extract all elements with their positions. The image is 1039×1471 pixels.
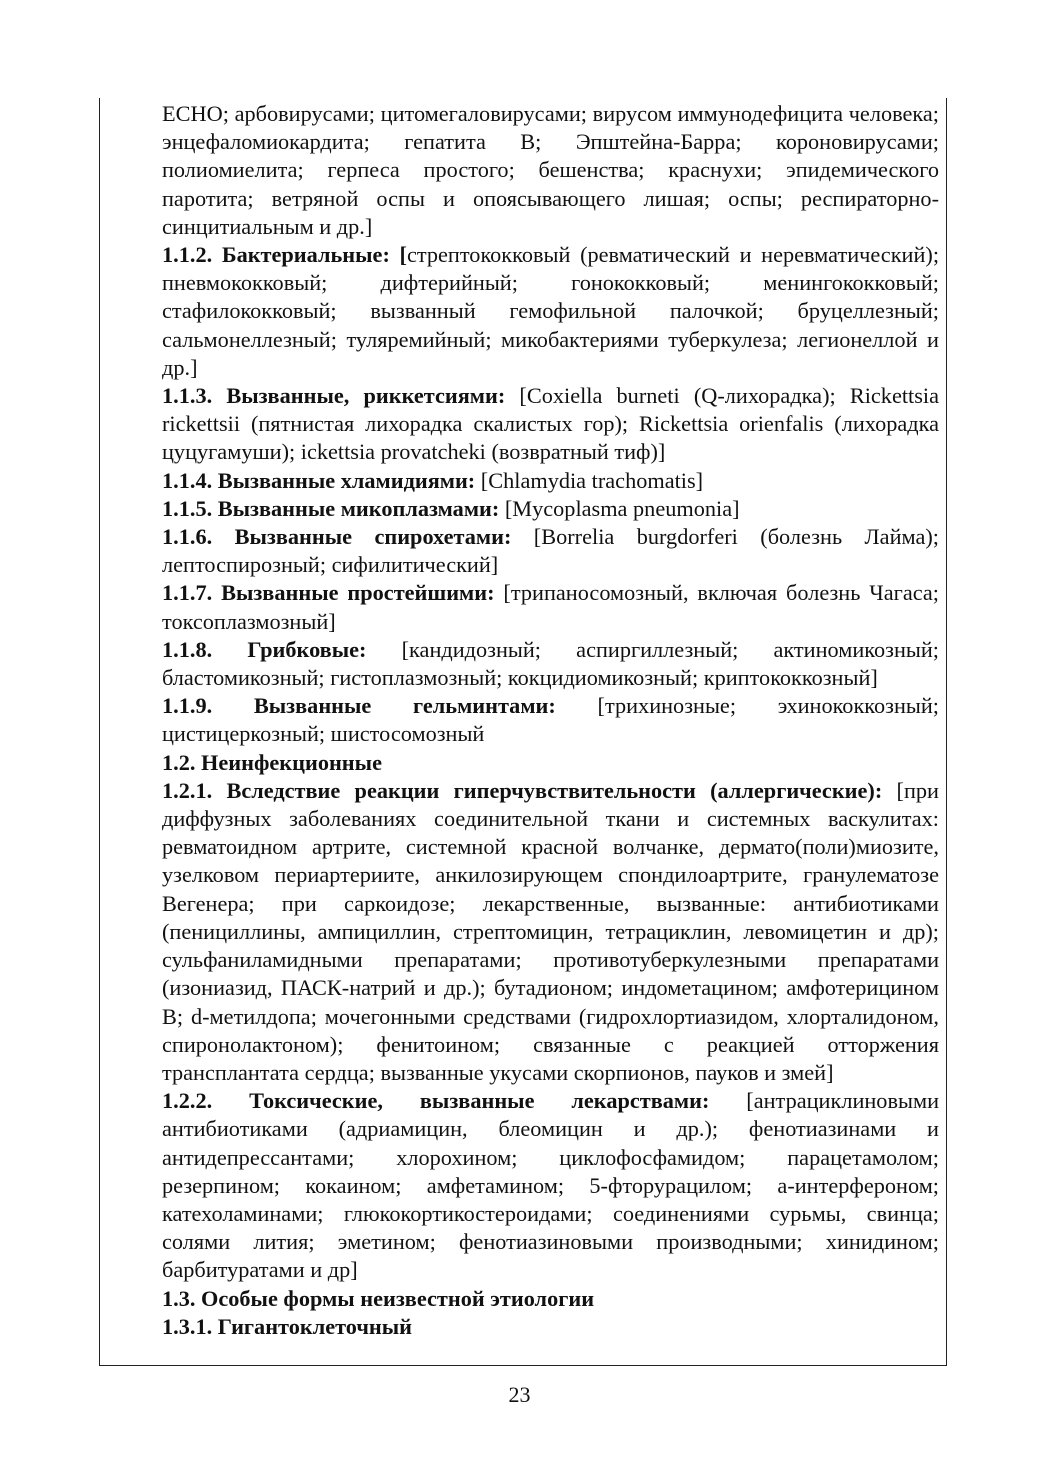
paragraph-toxic: 1.2.2. Токсические, вызванные лекарствами: [антрациклиновыми антибиотиками (адриамицин, блеомицин и др.); фенотиазинами и антидепрессантами; хлорохином; циклофосфамидом; парацетамолом; резерпином; кокаином; амфетамином; 5-фторурацилом; a-интерфероном; катехоламинами; глюкокортикостероидами; соединениями сурьмы, свинца; солями лития; эметином; фенотиазиновыми производными; хинидином; барбитуратами и др] bbox=[162, 1088, 940, 1283]
section-heading-giant-cell: 1.3.1. Гигантоклеточный bbox=[162, 1313, 413, 1339]
section-heading-noninfectious: 1.2. Неинфекционные bbox=[162, 749, 382, 775]
paragraph-protozoal: 1.1.7. Вызванные простейшими: [трипаносомозный, включая болезнь Чагаса; токсоплазмозный] bbox=[162, 580, 939, 634]
section-heading-special-forms: 1.3. Особые формы неизвестной этиологии bbox=[162, 1285, 595, 1311]
paragraph-chlamydial: 1.1.4. Вызванные хламидиями: [Chlamydia trachomatis] bbox=[162, 467, 704, 493]
paragraph-rickettsial: 1.1.3. Вызванные, риккетсиями: [Coxiella burneti (Q-лихорадка); Rickettsia rickettsii (пятнистая лихорадка скалистых гор); Rickettsia orienfalis (лихорадка цуцугамуши); ickettsia provatcheki (возвратный тиф)] bbox=[162, 383, 940, 465]
paragraph-helminth: 1.1.9. Вызванные гельминтами: [трихинозные; эхинококкозный; цистицеркозный; шистосомозный bbox=[162, 693, 939, 747]
page-number: 23 bbox=[508, 1382, 531, 1407]
document-body bbox=[162, 100, 939, 1341]
paragraph-bacterial: 1.1.2. Бактериальные: [стрептококковый (ревматический и неревматический); пневмококковый; дифтерийный; гонококковый; менингококковый; стафилококковый; вызванный гемофильной палочкой; бруцеллезный; сальмонеллезный; туляремийный; микобактериями туберкулеза; легионеллой и др.] bbox=[162, 242, 940, 380]
paragraph-spirochete: 1.1.6. Вызванные спирохетами: [Borrelia burgdorferi (болезнь Лайма); лептоспирозный; сифилитический] bbox=[162, 524, 939, 578]
paragraph-viral-continued: ECHO; арбовирусами; цитомегаловирусами; вирусом иммунодефицита человека; энцефаломиокардита; гепатита B; Эпштейна-Барра; короновирусами; полиомиелита; герпеса простого; бешенства; краснухи; эпидемического паротита; ветряной оспы и опоясывающего лишая; оспы; респираторно-синцитиальным и др.] bbox=[162, 101, 939, 239]
paragraph-hypersensitivity: 1.2.1. Вследствие реакции гиперчувствительности (аллергические): [при диффузных заболеваниях соединительной ткани и системных васкулитах: ревматоидном артрите, системной красной волчанке, дерматo(поли)миозите, узелковом периартериите, анкилозирующем спондилоартрите, гранулематозе Вегенера; при саркоидозе; лекарственные, вызванные: антибиотиками (пенициллины, ампициллин, стрептомицин, тетрациклин, левомицетин и др); сульфаниламидными препаратами; противотуберкулезными препаратами (изониазид, ПАСК-натрий и др.); бутадионом; индометацином; амфотерицином B; d-метилдопа; мочегонными средствами (гидрохлортиазидом, хлорталидоном, спиронолактоном); фенитоином; связанные с реакцией отторжения трансплантата сердца; вызванные укусами скорпионов, пауков и змей] bbox=[162, 777, 939, 1085]
paragraph-fungal: 1.1.8. Грибковые: [кандидозный; аспиргиллезный; актиномикозный; бластомикозный; гистоплазмозный; кокцидиомикозный; криптококкозный] bbox=[162, 636, 940, 691]
paragraph-mycoplasma: 1.1.5. Вызванные микоплазмами: [Mycoplasma pneumonia] bbox=[162, 495, 740, 521]
